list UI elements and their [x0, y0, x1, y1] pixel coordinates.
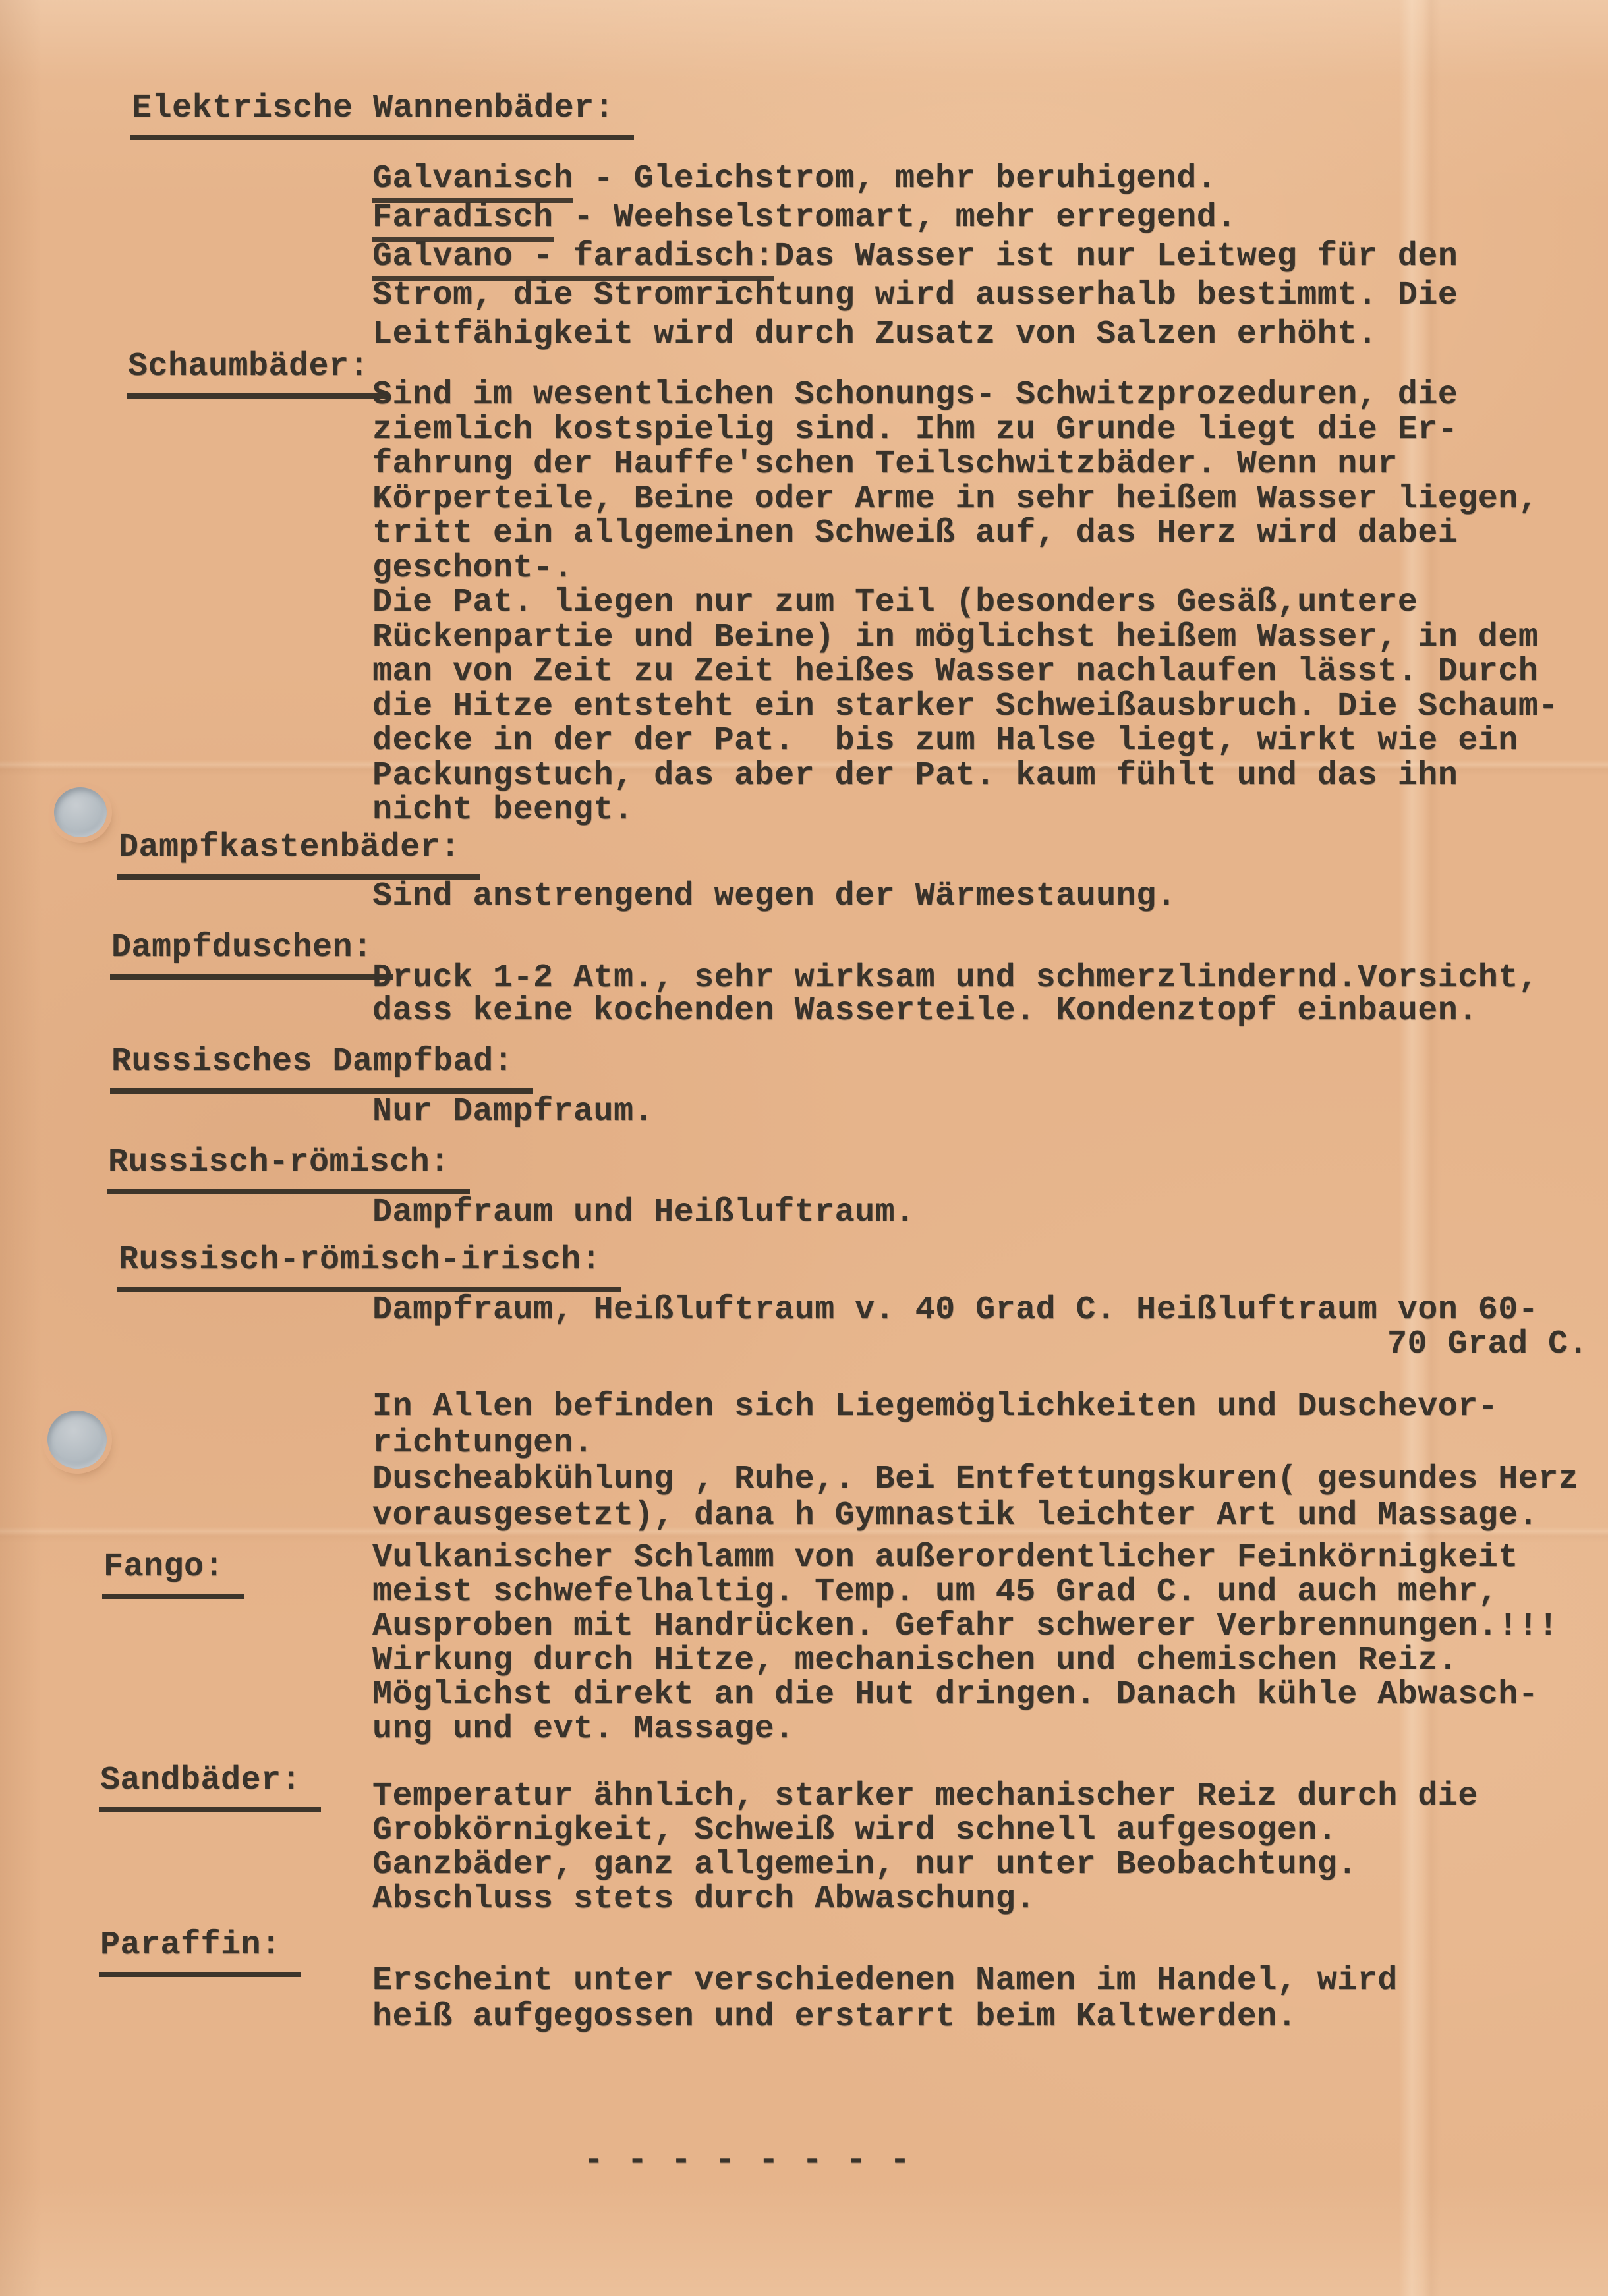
text-segment: Das Wasser ist nur Leitweg für den [774, 238, 1458, 275]
heading-text: Russisch-römisch-irisch: [117, 1241, 621, 1292]
text-segment: richtungen. [372, 1424, 594, 1462]
text-segment: Die Pat. liegen nur zum Teil (besonders Gesäß,untere [372, 584, 1418, 621]
text-segment: ziemlich kostspielig sind. Ihm zu Grunde liegt die Er- [372, 410, 1458, 449]
text-segment: vorausgesetzt), dana h Gymnastik leichter Art und Massage. [372, 1497, 1539, 1534]
text-line [372, 1999, 1608, 2035]
heading-text: Sandbäder: [99, 1762, 321, 1812]
text-segment: Vulkanischer Schlamm von außerordentlicher Feinkörnigkeit [372, 1539, 1518, 1577]
text-segment: Möglichst direkt an die Hut dringen. Danach kühle Abwasch- [372, 1676, 1539, 1714]
text-segment: Dampfraum, Heißluftraum v. 40 Grad C. Heißluftraum von 60- [372, 1291, 1539, 1329]
end-separator: - - - - - - - - [583, 2141, 912, 2180]
underlined-text: Galvano - faradisch: [372, 238, 774, 281]
text-segment: fahrung der Hauffe'schen Teilschwitzbäder. Wenn nur [372, 445, 1398, 483]
heading-text: Paraffin: [99, 1926, 301, 1977]
text-segment: Erscheint unter verschiedenen Namen im Handel, wird [372, 1962, 1398, 2000]
heading-text: Dampfduschen: [110, 929, 393, 980]
text-line [372, 1963, 1608, 1999]
body-paraffin [372, 1963, 1608, 2035]
text-segment: decke in der der Pat. bis zum Halse liegt, wirkt wie ein [372, 722, 1518, 760]
text-segment: Sind im wesentlichen Schonungs- Schwitzprozeduren, die [372, 376, 1458, 414]
text-segment: geschont-. [372, 549, 574, 587]
text-segment: Grobkörnigkeit, Schweiß wird schnell aufgesogen. [372, 1812, 1338, 1849]
heading-text: Dampfkastenbäder: [117, 829, 480, 880]
text-segment: tritt ein allgemeinen Schweiß auf, das Herz wird dabei [372, 515, 1458, 552]
text-segment: Packungstuch, das aber der Pat. kaum fühlt und das ihn [372, 756, 1458, 795]
text-segment: Druck 1-2 Atm., sehr wirksam und schmerzlindernd.Vorsicht, [372, 959, 1539, 997]
text-segment: Dampfraum und Heißluftraum. [372, 1194, 915, 1231]
text-segment: Abschluss stets durch Abwaschung. [372, 1880, 1036, 1918]
text-segment: In Allen befinden sich Liegemöglichkeiten und Duschevor- [372, 1388, 1499, 1426]
text-segment: Strom, die Stromrichtung wird ausserhalb bestimmt. Die [372, 277, 1458, 314]
heading-text: Schaumbäder: [127, 348, 389, 399]
underlined-text: Galvanisch [372, 160, 573, 203]
text-segment: Ganzbäder, ganz allgemein, nur unter Beobachtung. [372, 1846, 1358, 1884]
heading-text: Russisch-römisch: [107, 1144, 470, 1194]
text-segment: heiß aufgegossen und erstarrt beim Kaltwerden. [372, 1998, 1298, 2036]
text-segment: Sind anstrengend wegen der Wärmestauung. [372, 878, 1177, 915]
text-segment: Temperatur ähnlich, starker mechanischer Reiz durch die [372, 1778, 1478, 1815]
text-segment: Ausproben mit Handrücken. Gefahr schwerer Verbrennungen.!!! [372, 1608, 1559, 1645]
text-segment: ung und evt. Massage. [372, 1710, 795, 1748]
heading-text: Fango: [102, 1548, 244, 1599]
text-segment: Nur Dampfraum. [372, 1093, 654, 1131]
heading-text: Russisches Dampfbad: [110, 1043, 533, 1094]
text-segment: meist schwefelhaltig. Temp. um 45 Grad C. und auch mehr, [372, 1573, 1499, 1611]
text-segment: Duscheabkühlung , Ruhe,. Bei Entfettungskuren( gesundes Herz [372, 1461, 1579, 1498]
text-segment: die Hitze entsteht ein starker Schweißausbruch. Die Schaum- [372, 687, 1559, 725]
text-segment: Leitfähigkeit wird durch Zusatz von Salzen erhöht. [372, 316, 1378, 353]
text-segment: - Weehselstromart, mehr erregend. [553, 199, 1237, 237]
text-segment: 70 Grad C. [1387, 1326, 1588, 1363]
underlined-text: Faradisch [372, 199, 554, 242]
text-segment: nicht beengt. [372, 791, 634, 829]
text-segment: - Gleichstrom, mehr beruhigend. [573, 160, 1217, 198]
text-segment: dass keine kochenden Wasserteile. Kondenztopf einbauen. [372, 992, 1478, 1030]
heading-paraffin [99, 1926, 301, 1964]
text-segment: Wirkung durch Hitze, mechanischen und chemischen Reiz. [372, 1642, 1458, 1679]
text-segment: man von Zeit zu Zeit heißes Wasser nachlaufen lässt. Durch [372, 653, 1539, 690]
text-segment: Körperteile, Beine oder Arme in sehr heißem Wasser liegen, [372, 480, 1539, 518]
text-segment: Rückenpartie und Beine) in möglichst heißem Wasser, in dem [372, 618, 1539, 656]
heading-text: Elektrische Wannenbäder: [130, 90, 634, 140]
